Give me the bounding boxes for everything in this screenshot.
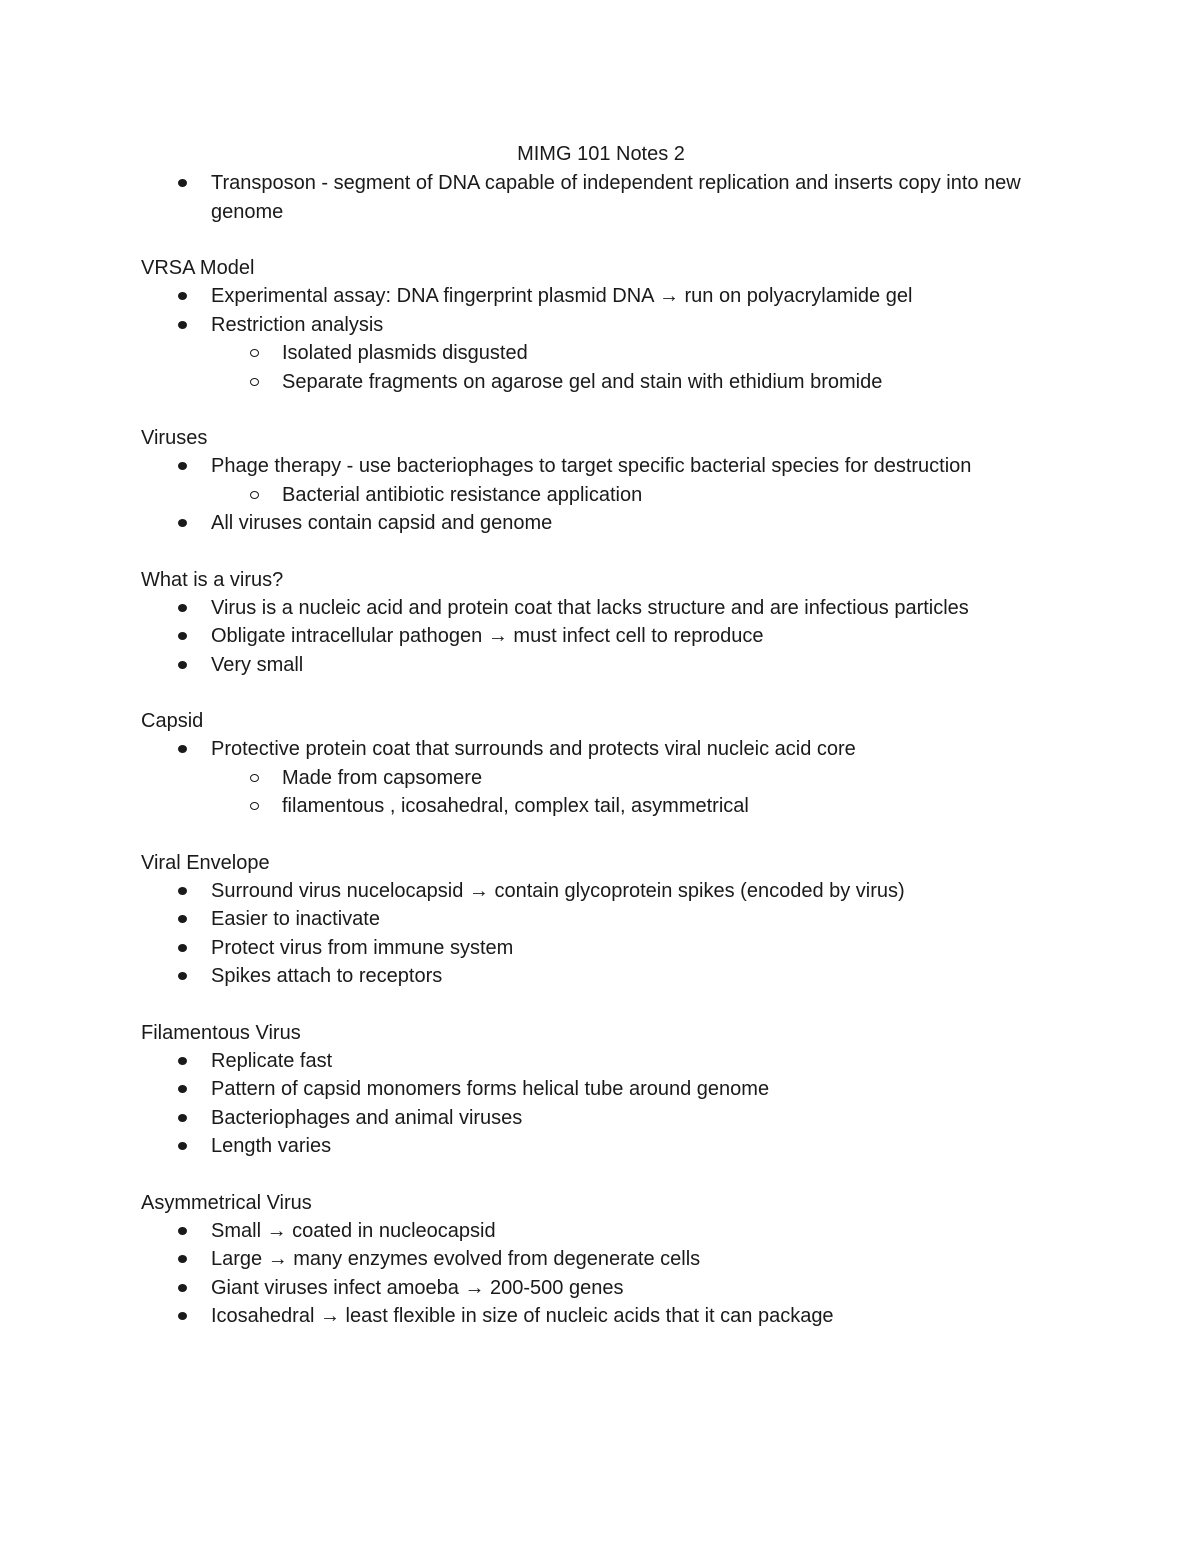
section [141,254,1061,396]
list-item [141,509,1061,538]
sub-list-item [141,764,1061,793]
list-item-text: Icosahedral → least flexible in size of nucleic acids that it can package [211,1305,834,1327]
filled-bullet-icon [178,661,187,669]
filled-bullet-icon [178,604,187,612]
list-item-text: Virus is a nucleic acid and protein coat that lacks structure and are infectious particles [211,596,969,619]
hollow-bullet-icon [250,774,259,782]
list-item-text: Length varies [211,1135,332,1157]
section-heading: What is a virus? [141,568,284,591]
section [141,566,1061,680]
list-item-text: Restriction analysis [211,313,384,336]
filled-bullet-icon [178,462,187,470]
sub-list-item [141,368,1061,397]
list-item-text: Giant viruses infect amoeba → 200-500 genes [211,1276,624,1299]
sub-list-item-text: filamentous , icosahedral, complex tail, asymmetrical [282,795,749,817]
list-item [141,1274,1061,1303]
list-item-text: Phage therapy - use bacteriophages to target specific bacterial species for destruction [211,455,972,477]
section [141,1019,1061,1161]
list-item [141,1217,1061,1246]
bullet-list [141,877,1061,991]
sub-list-item [141,339,1061,368]
section [141,1189,1061,1331]
list-item-text: Easier to inactivate [211,908,380,930]
sub-list-item-text: Separate fragments on agarose gel and stain with ethidium bromide [282,370,883,393]
section-heading: Filamentous Virus [141,1021,301,1044]
notes-body [141,169,1061,1331]
bullet-list [141,735,1061,821]
hollow-bullet-icon [250,349,259,357]
page-title: MIMG 101 Notes 2 [517,143,685,165]
list-item [141,622,1061,651]
list-item [141,1302,1061,1331]
document-page [141,139,1061,1331]
filled-bullet-icon [178,944,187,952]
list-item-text: Protective protein coat that surrounds and protects viral nucleic acid core [211,738,856,760]
list-item-text: Large → many enzymes evolved from degenerate cells [211,1248,701,1270]
filled-bullet-icon [178,745,187,753]
filled-bullet-icon [178,972,187,980]
list-item [141,594,1061,623]
filled-bullet-icon [178,1085,187,1093]
section-heading: Asymmetrical Virus [141,1191,312,1214]
list-item [141,877,1061,906]
list-item-text: Very small [211,653,304,676]
sub-list-item-text: Made from capsomere [282,766,483,789]
list-item [141,651,1061,680]
filled-bullet-icon [178,292,187,300]
list-item [141,905,1061,934]
list-item [141,1245,1061,1274]
sub-list-item [141,792,1061,821]
hollow-bullet-icon [250,378,259,386]
list-item-text: Surround virus nucelocapsid → contain glycoprotein spikes (encoded by virus) [211,879,905,902]
list-item-text: Bacteriophages and animal viruses [211,1106,523,1129]
filled-bullet-icon [178,179,187,187]
filled-bullet-icon [178,1114,187,1122]
filled-bullet-icon [178,519,187,527]
list-item-text: Transposon - segment of DNA capable of independent replication and inserts copy into new genome [211,172,1021,223]
section-heading: Viruses [141,427,208,449]
list-item [141,1075,1061,1104]
section [141,849,1061,991]
filled-bullet-icon [178,632,187,640]
filled-bullet-icon [178,1284,187,1292]
bullet-list [141,594,1061,680]
section-heading: VRSA Model [141,257,255,279]
filled-bullet-icon [178,915,187,923]
bullet-list [141,169,1061,226]
filled-bullet-icon [178,1227,187,1235]
section-heading: Viral Envelope [141,851,270,874]
list-item [141,311,1061,340]
list-item-text: Obligate intracellular pathogen → must infect cell to reproduce [211,625,764,647]
list-item-text: Experimental assay: DNA fingerprint plasmid DNA → run on polyacrylamide gel [211,285,913,307]
list-item-text: Spikes attach to receptors [211,965,443,987]
list-item [141,962,1061,991]
sub-list-item-text: Isolated plasmids disgusted [282,342,528,364]
section [141,707,1061,821]
filled-bullet-icon [178,321,187,329]
list-item [141,169,1061,226]
list-item [141,1047,1061,1076]
list-item-text: All viruses contain capsid and genome [211,512,553,534]
section [141,424,1061,538]
list-item-text: Small → coated in nucleocapsid [211,1219,496,1242]
list-item-text: Replicate fast [211,1049,333,1072]
list-item [141,1132,1061,1161]
bullet-list [141,452,1061,538]
list-item [141,934,1061,963]
sub-list-item-text: Bacterial antibiotic resistance application [282,483,643,506]
filled-bullet-icon [178,1312,187,1320]
hollow-bullet-icon [250,802,259,810]
filled-bullet-icon [178,1057,187,1065]
bullet-list [141,1047,1061,1161]
section [141,169,1061,226]
list-item [141,452,1061,481]
sub-list-item [141,481,1061,510]
filled-bullet-icon [178,1142,187,1150]
filled-bullet-icon [178,887,187,895]
bullet-list [141,282,1061,396]
list-item [141,282,1061,311]
list-item-text: Pattern of capsid monomers forms helical tube around genome [211,1078,770,1100]
filled-bullet-icon [178,1255,187,1263]
list-item [141,1104,1061,1133]
bullet-list [141,1217,1061,1331]
hollow-bullet-icon [250,491,259,499]
section-heading: Capsid [141,710,204,732]
list-item [141,735,1061,764]
list-item-text: Protect virus from immune system [211,936,514,959]
